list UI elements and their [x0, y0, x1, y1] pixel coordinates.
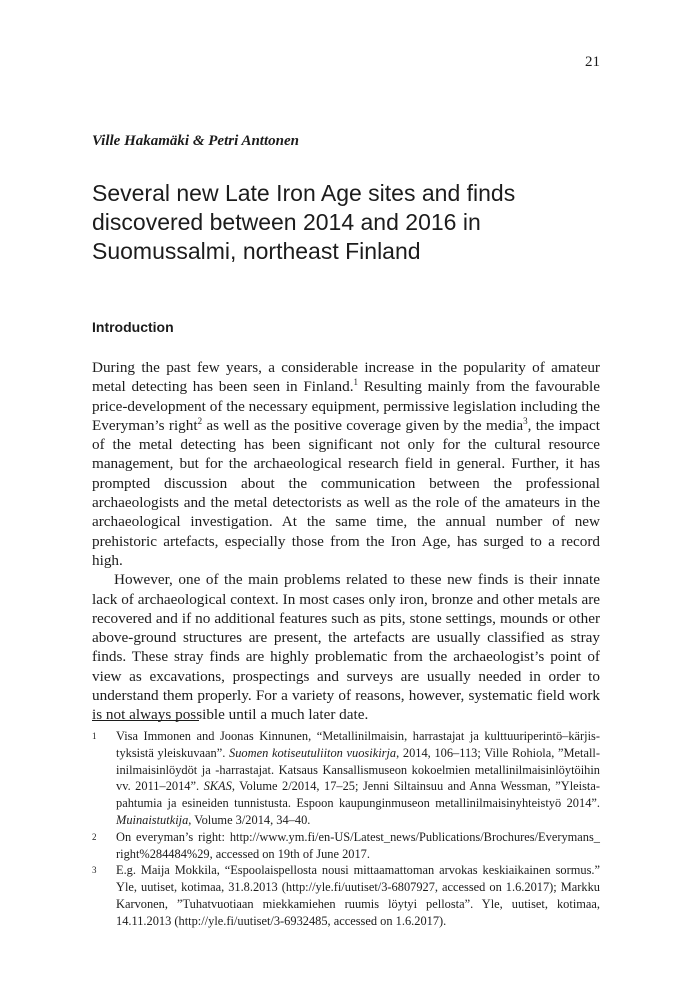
footnote-number: 1 [92, 731, 97, 741]
footnote-divider [92, 720, 199, 721]
footnote-text: E.g. Maija Mokkila, “Espoolaispellosta nousi mittaamattoman arvokas keskiaikainen sormus.” Yle, uutiset, kotimaa, 31.8.2013 (http://yle.fi/uutiset/3-6807927, accessed on 1.6.2017); Markku Karvonen, ”Tuhatvuotiaan miekkamiehen ruumis löytyi pellosta”. Yle, uutiset, kotimaa, 14.11.2013 (http://yle.fi/uutiset/3-6932485, accessed on 1.6.2017). [116, 863, 600, 928]
body-text [92, 358, 600, 725]
title-line: Suomussalmi, northeast Finland [92, 238, 421, 264]
paragraph: However, one of the main problems related to these new finds is their innate lack of archaeological context. In most cases only iron, bronze and other metals are recovered and if no additional features such as pits, stone settings, mounds or other above-ground structures are present, the artefacts are usually classified as stray finds. These stray finds are highly problematic from the archaeologist’s point of view as excavations, prospectings and surveys are usually needed in order to understand them properly. For a variety of reasons, however, systematic field work is not always possible until a much later date. [92, 571, 600, 724]
footnote-text: On everyman’s right: http://www.ym.fi/en-US/Latest_news/Publications/Brochures/Everymans_ right%284484%29, accessed on 19th of June 2017. [116, 829, 600, 861]
journal-title: Suomen kotiseutuliiton vuosikirja [229, 745, 397, 760]
article-authors: Ville Hakamäki & Petri Anttonen [92, 133, 299, 149]
section-heading: Introduction [92, 319, 174, 335]
footnote-ref[interactable]: 3 [523, 415, 528, 426]
text-run: Resulting mainly from the favourable price-development of the necessary equipment, permissive legislation including the Everyman’s right [92, 378, 600, 434]
journal-title: SKAS [203, 779, 232, 794]
footnote [92, 728, 600, 829]
text-run: , Volume 2/2014, 17–25; Jenni Siltainsuu and Anna Wessman, ”Yleista-pahtumia ja esineiden tunnistusta. Espoon kaupunginmuseon metallinilmaisinyhteistyö 2014”. [116, 779, 600, 811]
footnote-ref[interactable]: 2 [197, 415, 203, 426]
text-run: During the past few years, a considerable increase in the popularity of amateur metal detecting has been seen in Finland. [92, 359, 600, 396]
text-run: as well as the positive coverage given by the media [202, 416, 524, 434]
text-run: , Volume 3/2014, 34–40. [188, 812, 311, 827]
footnote-number: 2 [92, 831, 97, 842]
title-line: discovered between 2014 and 2016 in [92, 209, 481, 235]
journal-title: Muinaistutkija [116, 812, 189, 827]
article-title [92, 179, 612, 266]
paragraph [92, 358, 600, 570]
text-run: Visa Immonen and Joonas Kinnunen, “Metallinilmaisin, harrastajat ja kulttuuriperintö–kärjis-tyksistä yleiskuvaan”. [116, 729, 600, 760]
page-number: 21 [585, 54, 600, 70]
footnote [92, 862, 600, 929]
footnote-number: 3 [92, 865, 97, 876]
footnote-text [116, 728, 600, 829]
footnote [92, 829, 600, 863]
footnote-ref[interactable]: 1 [353, 377, 359, 388]
text-run: , 2014, 106–113; Ville Rohiola, ”Metall-inilmaisinlöydöt ja -harrastajat. Katsaus Kansallismuseon kokoelmien metallinilmaisinlöytöihin vv. 2011–2014”. [116, 745, 600, 794]
title-line: Several new Late Iron Age sites and finds [92, 180, 516, 206]
text-run: , the impact of the metal detecting has been significant not only for the cultural resource management, but for the archaeological research field in general. Further, it has prompted discussion about the communication between the professional archaeologists and the metal detectorists as well as the role of the amateurs in the archaeological investigation. At the same time, the annual number of new prehistoric artefacts, especially those from the Iron Age, has surged to a record high. [92, 416, 600, 569]
footnotes [92, 728, 600, 930]
